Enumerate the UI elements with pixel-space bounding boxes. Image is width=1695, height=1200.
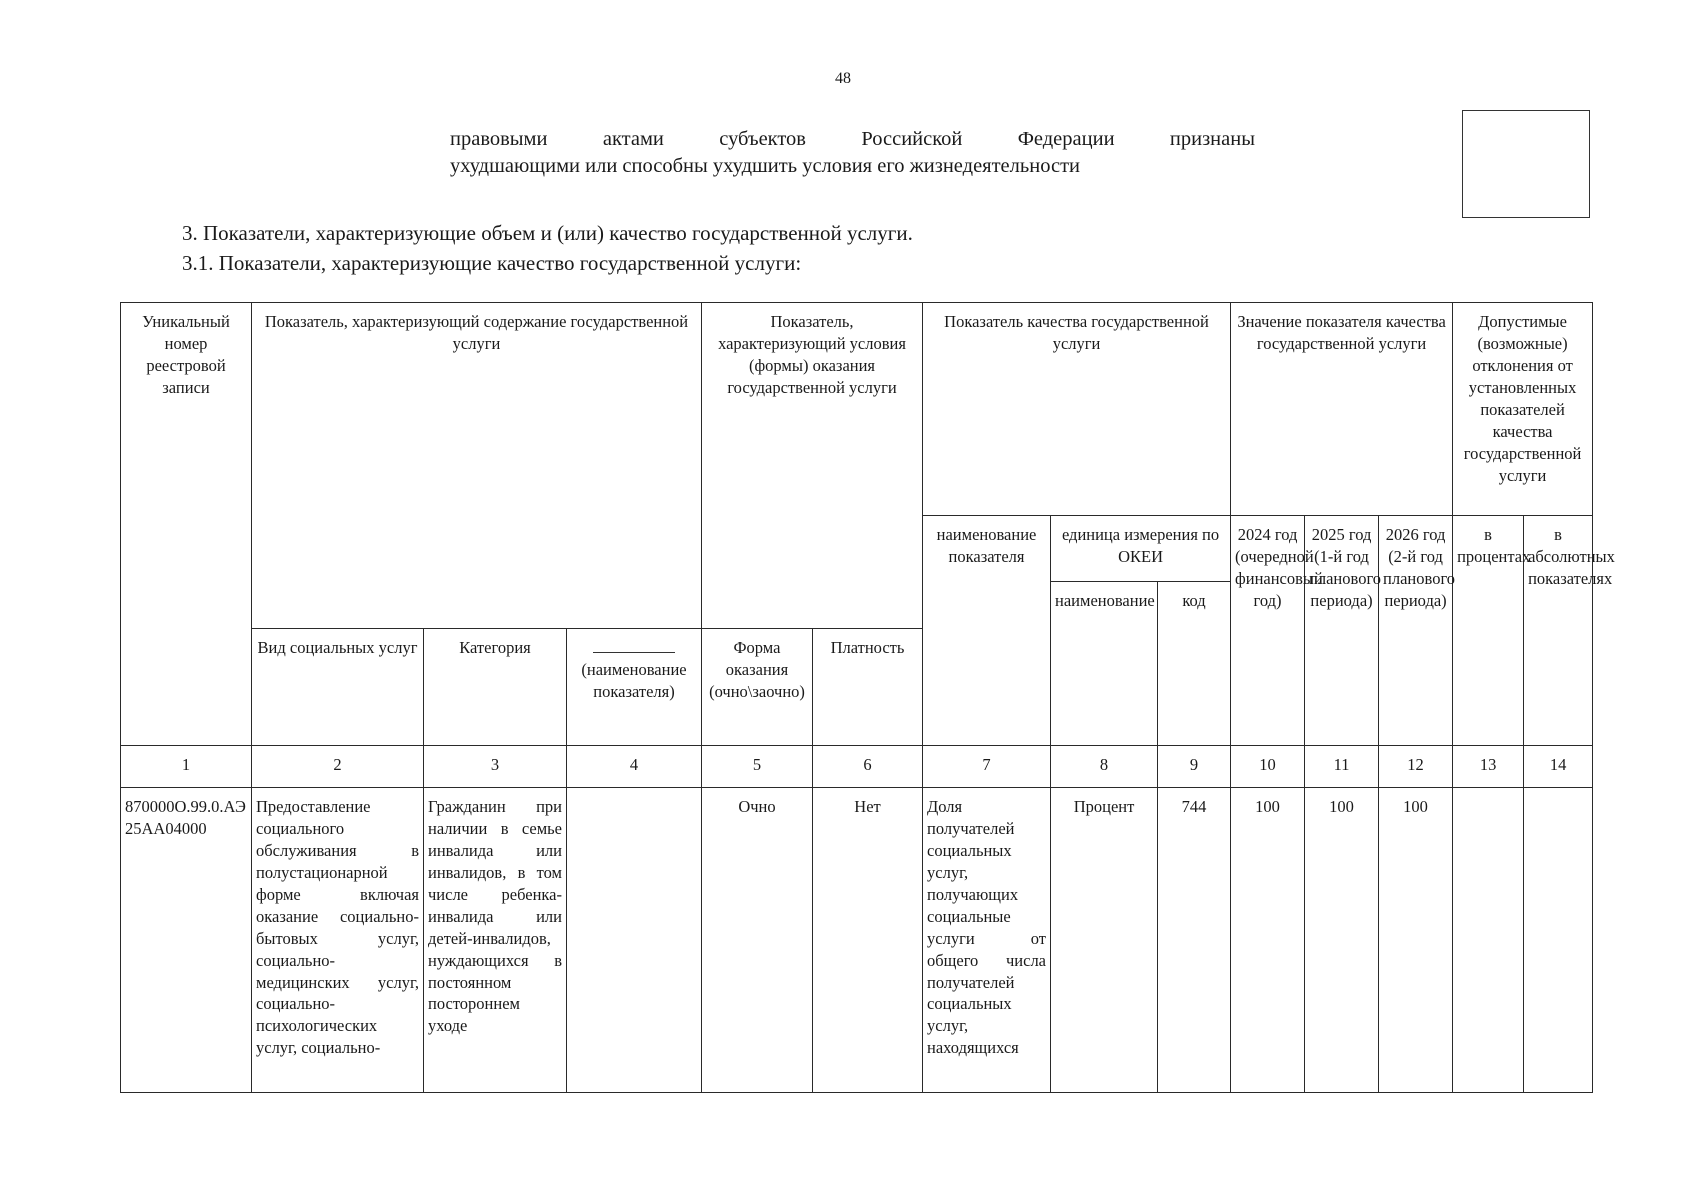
delivery-form-value: Очно [702, 788, 813, 1093]
page-number: 48 [835, 70, 851, 87]
column-number: 8 [1051, 746, 1158, 788]
header-okei-unit: единица измерения по ОКЕИ [1051, 516, 1231, 582]
header-in-absolute: в абсолютных показателях [1524, 516, 1593, 746]
header-year-2026: 2026 год (2-й год планового периода) [1379, 516, 1453, 746]
indicator-name-value [567, 788, 702, 1093]
blank-line [593, 652, 675, 653]
column-number: 11 [1305, 746, 1379, 788]
table-row [121, 788, 1593, 1093]
column-number: 4 [567, 746, 702, 788]
header-unit-name: наименование [1051, 582, 1158, 746]
service-type-value: Предоставление социального обслуживания в полустационарной форме включая оказание социально-бытовых услуг, социально-медицинских услуг, социально-психологических услуг, социально- [252, 788, 424, 1093]
section-3-title: 3. Показатели, характеризующие объем и (или) качество государственной услуги. [182, 221, 913, 245]
header-conditions-indicator: Показатель, характеризующий условия (формы) оказания государственной услуги [702, 303, 923, 629]
column-number: 5 [702, 746, 813, 788]
header-category: Категория [424, 629, 567, 746]
intro-line-1: правовыми актами субъектов Российской Федерации признаны [450, 128, 1255, 150]
deviation-absolute-value [1524, 788, 1593, 1093]
section-3-1-title: 3.1. Показатели, характеризующие качество государственной услуги: [182, 251, 802, 275]
header-indicator-placeholder [567, 629, 702, 746]
column-number: 2 [252, 746, 424, 788]
column-number: 3 [424, 746, 567, 788]
header-in-percent: в процентах [1453, 516, 1524, 746]
stamp-box [1462, 110, 1590, 218]
value-2026: 100 [1379, 788, 1453, 1093]
registry-number: 870000О.99.0.АЭ25АА04000 [121, 788, 252, 1093]
column-numbers-row [121, 746, 1593, 788]
header-delivery-form: Форма оказания (очно\заочно) [702, 629, 813, 746]
payment-value: Нет [813, 788, 923, 1093]
header-quality-indicator: Показатель качества государственной услуги [923, 303, 1231, 516]
column-number: 9 [1158, 746, 1231, 788]
category-value: Гражданин при наличии в семье инвалида или инвалидов, в том числе ребенка-инвалида или детей-инвалидов, нуждающихся в постоянном постороннем уходе [424, 788, 567, 1093]
header-indicator-name: наименование показателя [923, 516, 1051, 746]
value-2025: 100 [1305, 788, 1379, 1093]
column-number: 6 [813, 746, 923, 788]
column-number: 10 [1231, 746, 1305, 788]
header-indicator-placeholder-text: (наименование показателя) [581, 659, 687, 701]
column-number: 12 [1379, 746, 1453, 788]
column-number: 1 [121, 746, 252, 788]
header-allowed-deviations: Допустимые (возможные) отклонения от установленных показателей качества государственной услуги [1453, 303, 1593, 516]
column-number: 13 [1453, 746, 1524, 788]
header-content-indicator: Показатель, характеризующий содержание государственной услуги [252, 303, 702, 629]
header-quality-value: Значение показателя качества государственной услуги [1231, 303, 1453, 516]
deviation-percent-value [1453, 788, 1524, 1093]
quality-indicators-table [120, 302, 1615, 1093]
column-number: 7 [923, 746, 1051, 788]
unit-name-value: Процент [1051, 788, 1158, 1093]
code-value: 744 [1158, 788, 1231, 1093]
intro-paragraph [450, 126, 1255, 180]
quality-indicator-name-value: Доля получателей социальных услуг, получающих социальные услуги от общего числа получателей социальных услуг, находящихся [923, 788, 1051, 1093]
column-number: 14 [1524, 746, 1593, 788]
header-service-type: Вид социальных услуг [252, 629, 424, 746]
header-payment: Платность [813, 629, 923, 746]
header-code: код [1158, 582, 1231, 746]
header-year-2025: 2025 год (1-й год планового периода) [1305, 516, 1379, 746]
intro-line-2: ухудшающими или способны ухудшить условия его жизнедеятельности [450, 155, 1080, 177]
value-2024: 100 [1231, 788, 1305, 1093]
header-year-2024: 2024 год (очередной финансовый год) [1231, 516, 1305, 746]
header-unique-number: Уникальный номер реестровой записи [121, 303, 252, 746]
